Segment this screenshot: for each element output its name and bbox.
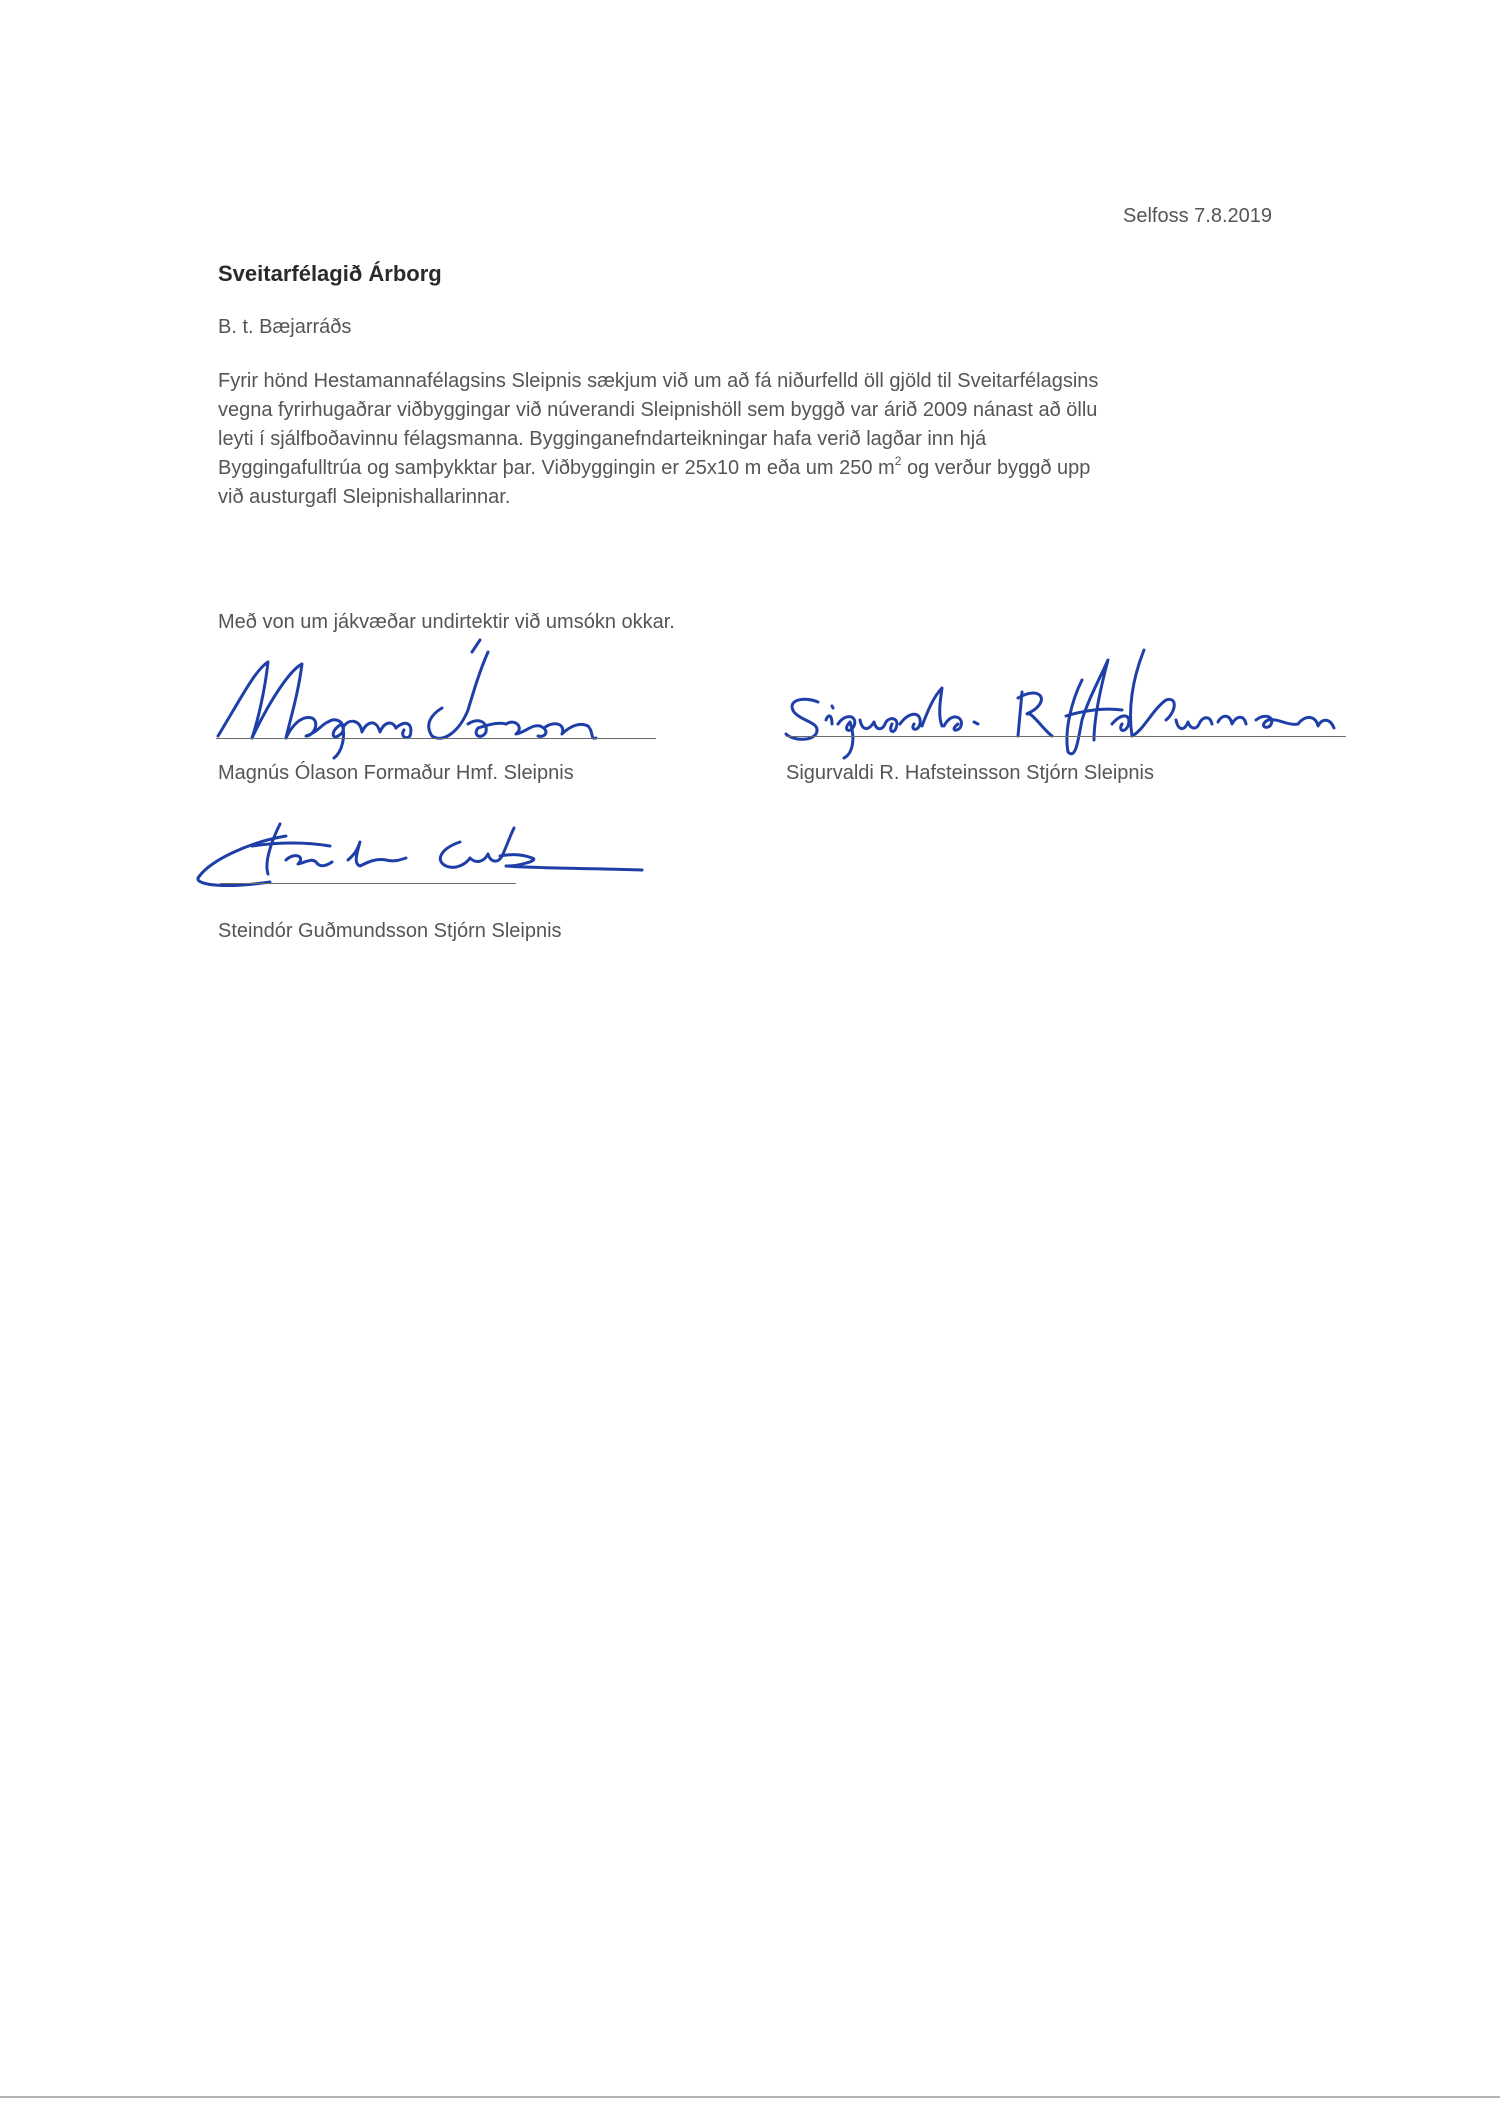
body-line: leyti í sjálfboðavinnu félagsmanna. Bygginganefndarteikningar hafa verið lagðar inn hjá — [218, 428, 987, 450]
signature-block-steindor — [190, 812, 670, 952]
body-line-with-area — [218, 454, 1298, 483]
body-line-4-end: og verður byggð upp — [901, 457, 1091, 479]
body-line: við austurgafl Sleipnishallarinnar. — [218, 486, 511, 508]
area-superscript: 2 — [894, 454, 902, 468]
letter-body — [218, 367, 1298, 512]
signature-block-magnus — [210, 640, 670, 800]
signatory-name: Sigurvaldi R. Hafsteinsson Stjórn Sleipnis — [786, 762, 1154, 784]
signature-line — [216, 738, 656, 739]
body-line: Fyrir hönd Hestamannafélagsins Sleipnis sækjum við um að fá niðurfelld öll gjöld til Sveitarfélagsins — [218, 370, 1099, 392]
body-line-4-start: Byggingafulltrúa og samþykktar þar. Viðbyggingin er 25x10 m eða um 250 m — [218, 457, 895, 479]
body-line: vegna fyrirhugaðrar viðbyggingar við núverandi Sleipnishöll sem byggð var árið 2009 nánast að öllu — [218, 399, 1098, 421]
recipient-heading: Sveitarfélagið Árborg — [218, 261, 442, 286]
handwritten-signature-steindor — [190, 812, 670, 902]
signature-line — [786, 736, 1346, 737]
signatory-name: Magnús Ólason Formaður Hmf. Sleipnis — [218, 762, 574, 784]
closing-line: Með von um jákvæðar undirtektir við umsókn okkar. — [218, 611, 675, 633]
signature-block-sigurvaldi — [782, 640, 1362, 800]
signatory-name: Steindór Guðmundsson Stjórn Sleipnis — [218, 920, 562, 942]
attention-line: B. t. Bæjarráðs — [218, 316, 352, 338]
place-date: Selfoss 7.8.2019 — [1123, 205, 1272, 227]
handwritten-signature-sigurvaldi — [782, 640, 1362, 760]
signature-line — [220, 883, 516, 884]
handwritten-signature-magnus — [210, 640, 670, 760]
page-bottom-rule — [0, 2096, 1500, 2098]
